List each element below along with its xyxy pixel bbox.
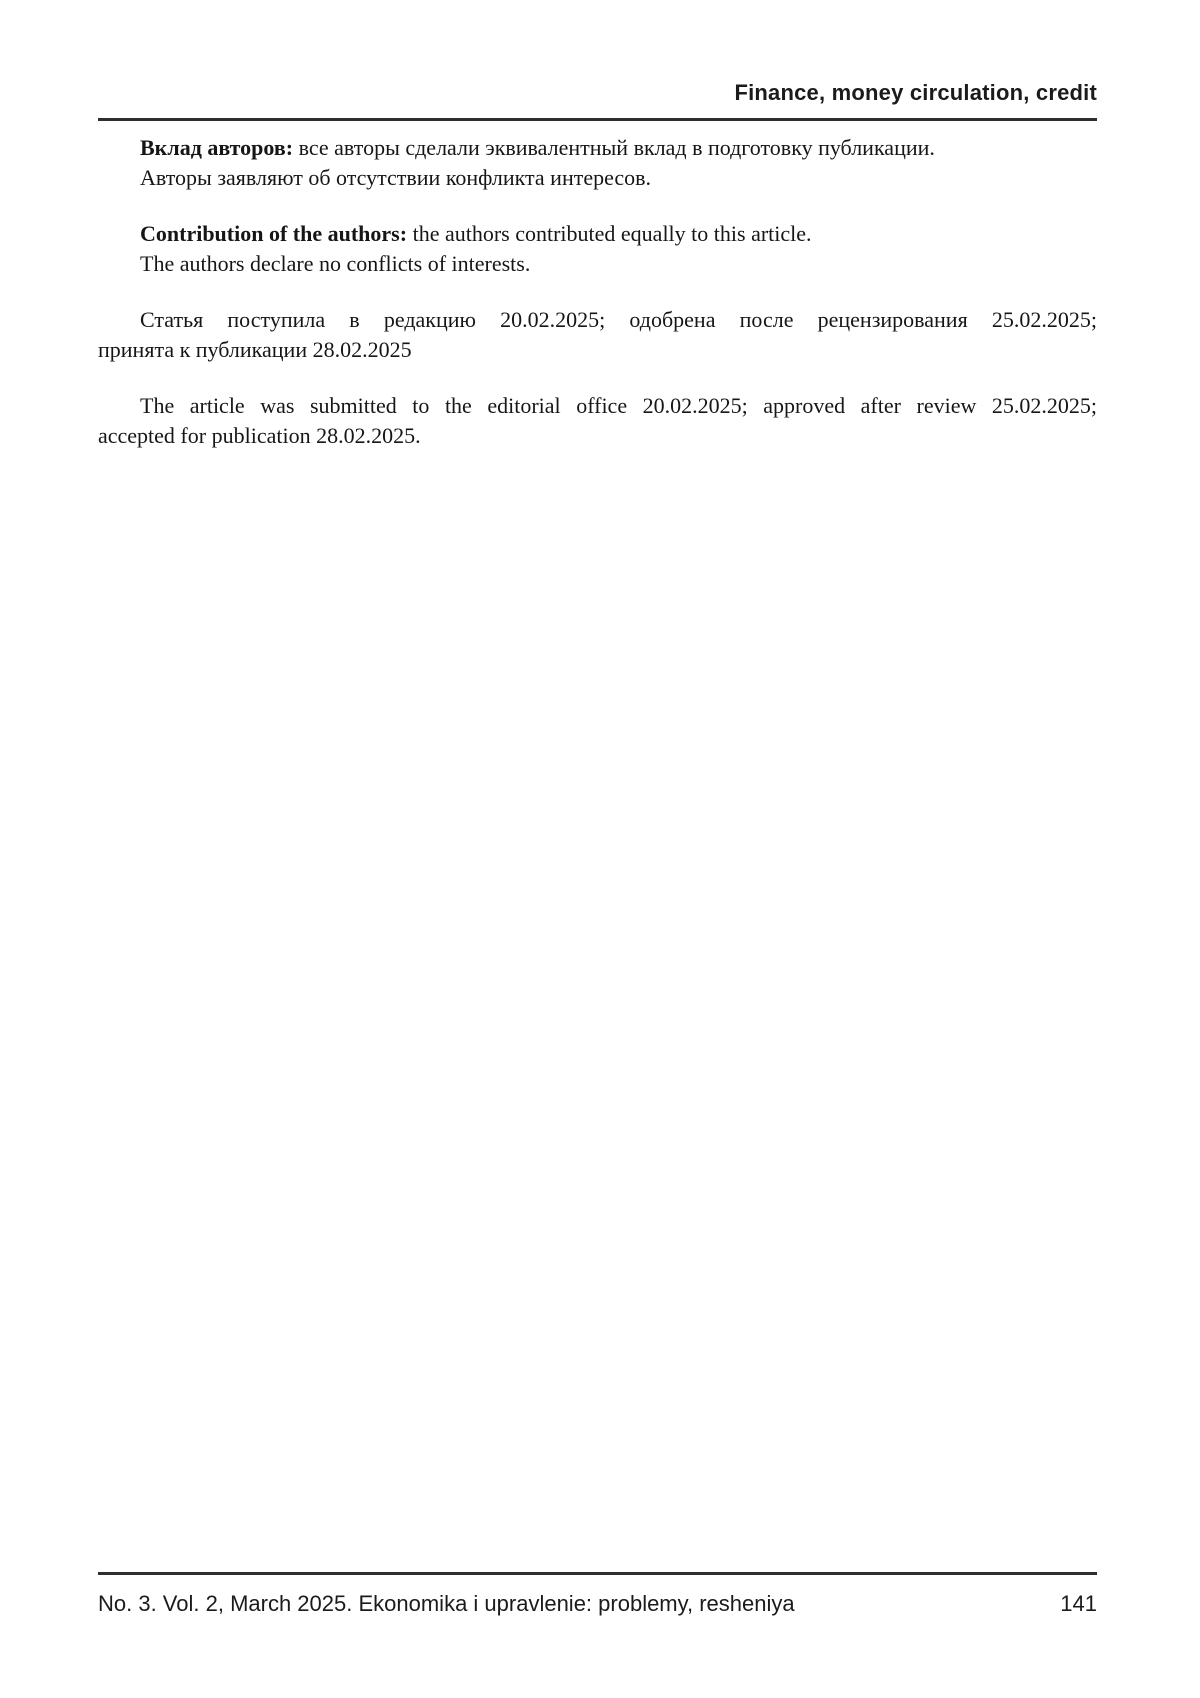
- authors-contribution-en-text: the authors contributed equally to this article.: [407, 221, 812, 246]
- submission-dates-ru-line1: Статья поступила в редакцию 20.02.2025; одобрена после рецензирования 25.02.2025;: [140, 307, 1097, 332]
- authors-contribution-ru: [140, 133, 1097, 193]
- conflict-statement-en: The authors declare no conflicts of interests.: [140, 251, 531, 276]
- submission-dates-ru-line2: принята к публикации 28.02.2025: [98, 337, 412, 362]
- authors-contribution-ru-lead: Вклад авторов:: [140, 135, 294, 160]
- conflict-statement-ru: Авторы заявляют об отсутствии конфликта интересов.: [140, 165, 652, 190]
- authors-contribution-ru-line1: [140, 133, 1097, 163]
- submission-dates-ru: [98, 305, 1097, 365]
- page-content: [98, 0, 1097, 451]
- article-back-matter: [98, 133, 1097, 451]
- submission-dates-en-line2: accepted for publication 28.02.2025.: [98, 423, 421, 448]
- footer-journal-info: No. 3. Vol. 2, March 2025. Ekonomika i upravlenie: problemy, resheniya: [98, 1591, 795, 1616]
- header-rule: [98, 118, 1097, 121]
- page-number: 141: [1060, 1591, 1097, 1616]
- submission-dates-en: [98, 391, 1097, 451]
- authors-contribution-en-lead: Contribution of the authors:: [140, 221, 408, 246]
- page-footer: [98, 1572, 1097, 1617]
- authors-contribution-en-line1: [140, 219, 1097, 249]
- authors-contribution-ru-text: все авторы сделали эквивалентный вклад в подготовку публикации.: [293, 135, 935, 160]
- footer-row: [98, 1591, 1097, 1617]
- footer-rule: [98, 1572, 1097, 1575]
- submission-dates-en-line1: The article was submitted to the editorial office 20.02.2025; approved after review 25.02.2025;: [140, 393, 1097, 418]
- authors-contribution-en: [140, 219, 1097, 279]
- running-head-section-title: Finance, money circulation, credit: [734, 80, 1097, 105]
